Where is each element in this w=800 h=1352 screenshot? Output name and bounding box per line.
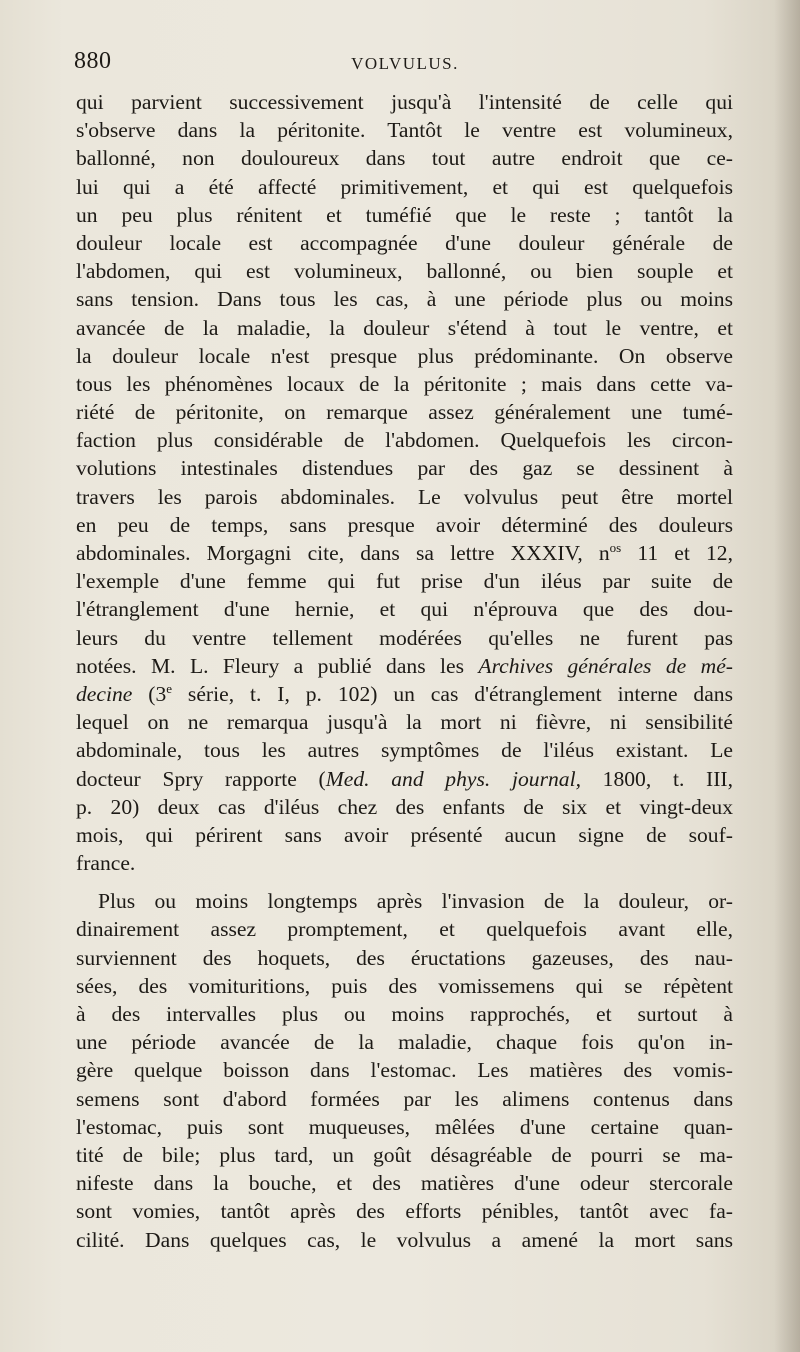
- text-line: lequel on ne remarqua jusqu'à la mort ni fièvre, ni sensibilité: [76, 710, 733, 735]
- text-line: en peu de temps, sans presque avoir déterminé des douleurs: [76, 512, 733, 537]
- decine-italic: decine: [76, 681, 133, 706]
- text-line: p. 20) deux cas d'iléus chez des enfants de six et vingt-deux: [76, 794, 733, 819]
- text-line: l'exemple d'une femme qui fut prise d'un iléus par suite de: [76, 569, 733, 594]
- spry-rest: 1800, t. III,: [580, 766, 733, 791]
- serie-superscript: e: [166, 680, 173, 696]
- text-line: travers les parois abdominales. Le volvulus peut être mortel: [76, 484, 733, 509]
- text-line: à des intervalles plus ou moins rapprochés, et surtout à: [76, 1002, 733, 1026]
- text-line: ballonné, non douloureux dans tout autre endroit que ce-: [76, 146, 733, 171]
- text-line: un peu plus rénitent et tuméfié que le reste ; tantôt la: [76, 202, 733, 227]
- text-line: s'observe dans la péritonite. Tantôt le ventre est volumineux,: [76, 118, 733, 143]
- morgagni-text: abdominales. Morgagni cite, dans sa lettre XXXIV, n: [76, 541, 610, 565]
- running-title: VOLVULUS.: [351, 54, 459, 73]
- morgagni-superscript: os: [609, 539, 622, 555]
- text-line: semens sont d'abord formées par les alimens contenus dans: [76, 1086, 733, 1111]
- text-line: gère quelque boisson dans l'estomac. Les matières des vomis-: [76, 1058, 733, 1083]
- text-line-morgagni: [76, 539, 733, 567]
- text-line: riété de péritonite, on remarque assez généralement une tumé-: [76, 400, 733, 425]
- decine-rest-a: (3: [132, 681, 167, 706]
- morgagni-rest: 11 et 12,: [621, 541, 733, 565]
- text-line: tous les phénomènes locaux de la péritonite ; mais dans cette va-: [76, 371, 733, 396]
- text-line: france.: [76, 851, 136, 876]
- journal-title-italic: Med. and phys. journal,: [325, 766, 581, 791]
- text-line: sont vomies, tantôt après des efforts pénibles, tantôt avec fa-: [76, 1199, 733, 1224]
- text-line-spry: [76, 765, 733, 793]
- text-line: dinairement assez promptement, et quelquefois avant elle,: [76, 917, 733, 942]
- decine-rest-b: série, t. I, p. 102) un cas d'étranglement interne dans: [172, 681, 733, 706]
- text-line: volutions intestinales distendues par des gaz se dessinent à: [76, 456, 733, 481]
- text-line: une période avancée de la maladie, chaque fois qu'on in-: [76, 1030, 733, 1055]
- page-edge-shadow: [774, 0, 800, 1352]
- archives-title-italic: Archives générales de mé-: [478, 653, 733, 678]
- paragraph-gap: [76, 877, 733, 887]
- running-head: [74, 48, 736, 82]
- text-line: leurs du ventre tellement modérées qu'elles ne furent pas: [76, 625, 733, 650]
- text-line-fleury: [76, 652, 733, 680]
- text-line: Plus ou moins longtemps après l'invasion de la douleur, or-: [98, 889, 733, 914]
- text-line: douleur locale est accompagnée d'une douleur générale de: [76, 230, 733, 255]
- text-line: qui parvient successivement jusqu'à l'intensité de celle qui: [76, 90, 733, 114]
- text-line: nifeste dans la bouche, et des matières d'une odeur stercorale: [76, 1171, 733, 1196]
- body-text: [76, 88, 733, 1254]
- text-line: l'abdomen, qui est volumineux, ballonné, ou bien souple et: [76, 259, 733, 284]
- page-number: 880: [74, 48, 112, 74]
- fleury-text: notées. M. L. Fleury a publié dans les: [76, 653, 479, 678]
- text-line: tité de bile; plus tard, un goût désagréable de pourri se ma-: [76, 1142, 733, 1167]
- text-line: sans tension. Dans tous les cas, à une période plus ou moins: [76, 287, 733, 312]
- text-line-decine: [76, 680, 733, 708]
- text-line: surviennent des hoquets, des éructations gazeuses, des nau-: [76, 945, 733, 970]
- text-line: l'estomac, puis sont muqueuses, mêlées d'une certaine quan-: [76, 1114, 733, 1139]
- spry-text: docteur Spry rapporte (: [76, 766, 326, 791]
- text-line: faction plus considérable de l'abdomen. Quelquefois les circon-: [76, 428, 733, 453]
- text-line: la douleur locale n'est presque plus prédominante. On observe: [76, 343, 733, 368]
- text-line: sées, des vomituritions, puis des vomissemens qui se répètent: [76, 973, 733, 998]
- text-line: avancée de la maladie, la douleur s'étend à tout le ventre, et: [76, 315, 733, 340]
- text-line: abdominale, tous les autres symptômes de l'iléus existant. Le: [76, 738, 733, 763]
- text-line: lui qui a été affecté primitivement, et qui est quelquefois: [76, 174, 733, 199]
- text-line: l'étranglement d'une hernie, et qui n'éprouva que des dou-: [76, 597, 733, 622]
- text-line: mois, qui périrent sans avoir présenté aucun signe de souf-: [76, 822, 733, 847]
- text-line: cilité. Dans quelques cas, le volvulus a amené la mort sans: [76, 1227, 733, 1252]
